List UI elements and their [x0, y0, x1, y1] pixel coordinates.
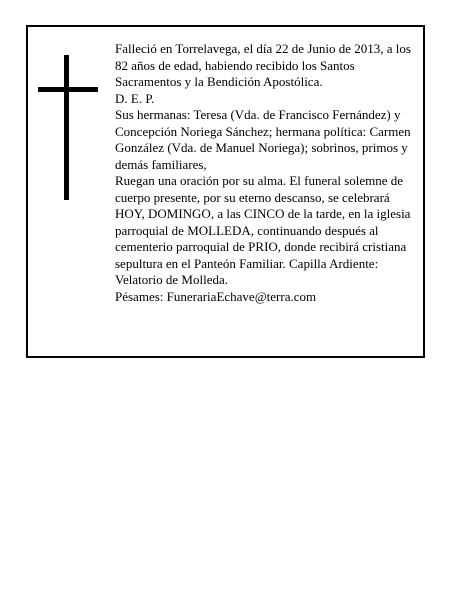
cross-vertical-bar	[64, 55, 69, 200]
condolences-contact: Pésames: FunerariaEchave@terra.com	[115, 288, 317, 304]
obituary-notice	[26, 25, 425, 358]
death-announcement: Falleció en Torrelavega, el día 22 de Junio de 2013, a los 82 años de edad, habiendo recibido los Santos Sacramentos y la Bendición Apostólica.	[115, 41, 411, 89]
family-list: Sus hermanas: Teresa (Vda. de Francisco Fernández) y Concepción Noriega Sánchez; hermana política: Carmen González (Vda. de Manuel Noriega); sobrinos, primos y demás familiares,	[115, 107, 411, 172]
rip-line: D. E. P.	[115, 90, 155, 106]
cross-icon	[38, 55, 98, 200]
cross-horizontal-bar	[38, 87, 98, 92]
funeral-details: Ruegan una oración por su alma. El funeral solemne de cuerpo presente, por su eterno descanso, se celebrará HOY, DOMINGO, a las CINCO de la tarde, en la iglesia parroquial de MOLLEDA, continuando después al cementerio parroquial de PRIO, donde recibirá cristiana sepultura en el Panteón Familiar. Capilla Ardiente: Velatorio de Molleda.	[115, 173, 411, 287]
obituary-text	[115, 41, 419, 305]
